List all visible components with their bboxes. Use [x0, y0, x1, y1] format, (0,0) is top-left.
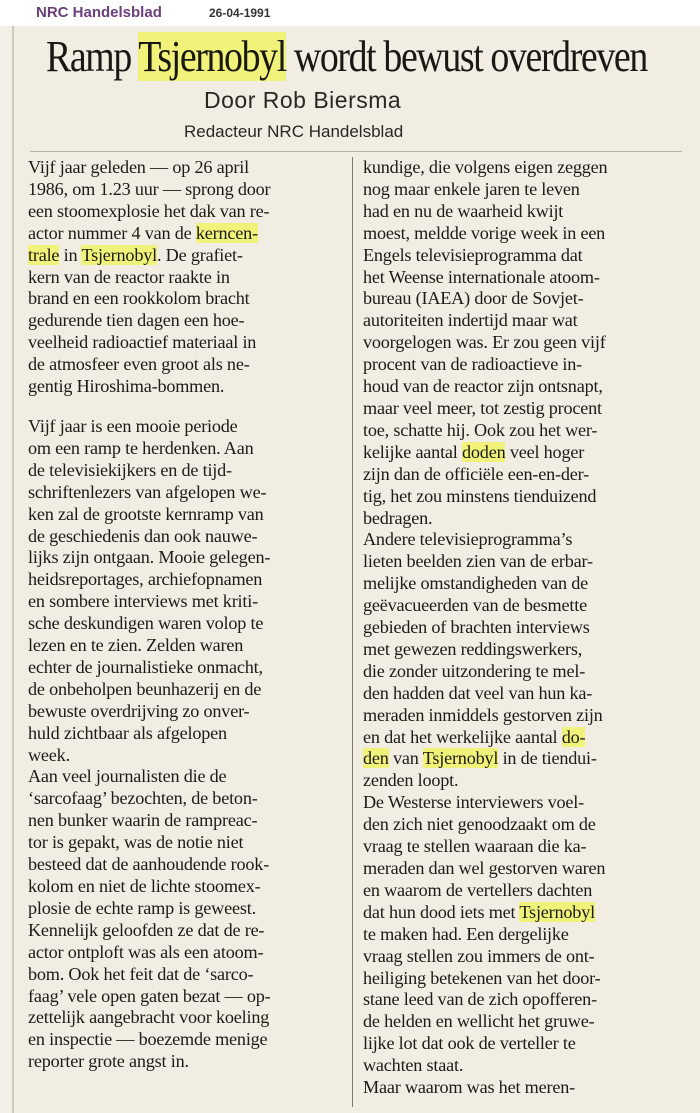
text-line: besteed dat de aanhoudende rook-: [28, 854, 270, 875]
text-line: meraden dan wel gestorven waren: [363, 858, 606, 878]
text-line: autoriteiten indertijd maar wat: [363, 310, 578, 331]
text-line: te maken had. Een dergelijke: [363, 923, 569, 944]
text-line: de atmosfeer even groot als ne-: [28, 354, 250, 375]
keyword-highlight: do-: [561, 726, 586, 747]
text-line: ken zal de grootste kernramp van: [28, 503, 264, 524]
text-line: brand en een rookkolom bracht: [28, 288, 250, 309]
text-line: lijks zijn ontgaan. Mooie gelegen-: [28, 547, 271, 568]
text-line: schriftenlezers van afgelopen we-: [28, 481, 267, 502]
article-headline: [46, 30, 647, 84]
text-line: lijke lot dat ook de verteller te: [363, 1033, 576, 1054]
text-line: lieten beelden zien van de erbar-: [363, 551, 593, 572]
text-line: en waarom de vertellers dachten: [363, 879, 593, 900]
text-line: actor nummer 4 van de kerncen-: [28, 222, 258, 243]
text-line: tor is gepakt, was de notie niet: [28, 832, 244, 853]
text-line: Vijf jaar is een mooie periode: [28, 415, 238, 436]
text-line: Engels televisieprogramma dat: [363, 244, 583, 265]
right-column: [363, 157, 681, 1099]
publication-date: 26-04-1991: [209, 6, 271, 20]
text-line: bom. Ook het feit dat de ‘sarco-: [28, 963, 254, 984]
text-line: bureau (IAEA) door de Sovjet-: [363, 288, 584, 309]
headline-part-after: wordt bewust overdreven: [285, 32, 647, 81]
text-line: tig, het zou minstens tienduizend: [363, 485, 597, 506]
keyword-highlight: Tsjernobyl: [81, 244, 157, 265]
text-line: kern van de reactor raakte in: [28, 266, 230, 287]
source-header: [0, 0, 700, 26]
text-line: gentig Hiroshima-bommen.: [28, 376, 225, 397]
text-line: zenden loopt.: [363, 770, 459, 791]
text-line: wachten staat.: [363, 1055, 464, 1076]
text-line: nen bunker waarin de rampreac-: [28, 810, 258, 831]
text-line: 1986, om 1.23 uur — sprong door: [28, 178, 271, 199]
text-line: De Westerse interviewers voel-: [363, 792, 584, 813]
keyword-highlight: Tsjernobyl: [519, 901, 595, 922]
text-line: den van Tsjernobyl in de tiendui-: [363, 748, 597, 769]
text-line: zijn dan de officiële een-en-der-: [363, 463, 589, 484]
text-line: faag’ vele open gaten bezat — op-: [28, 985, 271, 1006]
text-line: geëvacueerden van de besmette: [363, 595, 587, 616]
text-line: kundige, die volgens eigen zeggen: [363, 157, 608, 177]
text-line: procent van de radioactieve in-: [363, 354, 583, 375]
left-column: [28, 157, 348, 1073]
text-line: houd van de reactor zijn ontsnapt,: [363, 376, 603, 397]
text-line: plosie de echte ramp is geweest.: [28, 897, 256, 918]
headline-part-before: Ramp: [46, 32, 139, 81]
text-line: vraag stellen zou immers de ont-: [363, 945, 595, 966]
text-line: die zonder uitzondering te mel-: [363, 660, 586, 681]
column-divider: [352, 157, 353, 1107]
keyword-highlight: kerncen-: [195, 222, 258, 243]
text-line: meraden inmiddels gestorven zijn: [363, 704, 603, 725]
text-line: trale in Tsjernobyl. De grafiet-: [28, 244, 243, 265]
text-line: den zich niet genoodzaakt om de: [363, 814, 596, 835]
text-line: stane leed van de zich opofferen-: [363, 989, 597, 1010]
text-line: de televisiekijkers en de tijd-: [28, 459, 232, 480]
text-line: een stoomexplosie het dak van re-: [28, 200, 270, 221]
author-role: Redacteur NRC Handelsblad: [184, 122, 404, 141]
keyword-highlight: Tsjernobyl: [422, 748, 499, 769]
text-line: week.: [28, 744, 70, 765]
text-line: Andere televisieprogramma’s: [363, 529, 573, 550]
text-line: gebieden of brachten interviews: [363, 617, 590, 638]
byline: Door Rob Biersma: [204, 87, 402, 113]
text-line: actor ontploft was als een atoom-: [28, 941, 264, 962]
text-line: kolom en niet de lichte stoomex-: [28, 876, 261, 896]
text-line: kelijke aantal doden veel hoger: [363, 441, 585, 462]
text-line: de geschiedenis dan ook nauwe-: [28, 525, 258, 546]
text-line: dat hun dood iets met Tsjernobyl: [363, 901, 595, 922]
text-line: veelheid radioactief materiaal in: [28, 332, 257, 353]
header-divider: [30, 151, 682, 152]
text-line: met gewezen reddingswerkers,: [363, 638, 583, 659]
keyword-highlight: den: [363, 748, 389, 769]
text-line: het Weense internationale atoom-: [363, 266, 600, 287]
text-line: den hadden dat veel van hun ka-: [363, 682, 593, 703]
text-line: heidsreportages, archiefopnamen: [28, 569, 263, 590]
text-line: heiliging betekenen van het door-: [363, 967, 601, 988]
text-line: en dat het werkelijke aantal do-: [363, 726, 586, 747]
text-line: om een ramp te herdenken. Aan: [28, 437, 254, 458]
text-line: bewuste overdrijving zo onver-: [28, 700, 250, 721]
headline-highlight: Tsjernobyl: [138, 32, 286, 81]
text-line: had en nu de waarheid kwijt: [363, 200, 564, 221]
text-line: vraag te stellen waaraan die ka-: [363, 836, 587, 857]
text-line: de helden en wellicht het gruwe-: [363, 1011, 595, 1032]
text-line: bedragen.: [363, 507, 433, 528]
text-line: echter de journalistieke onmacht,: [28, 656, 263, 677]
text-line: maar veel meer, tot zestig procent: [363, 397, 602, 418]
keyword-highlight: trale: [28, 244, 60, 265]
text-line: Aan veel journalisten die de: [28, 766, 227, 787]
text-line: Maar waarom was het meren-: [363, 1077, 575, 1098]
text-line: voorgelogen was. Er zou geen vijf: [363, 332, 606, 353]
text-line: ‘sarcofaag’ bezochten, de beton-: [28, 788, 258, 809]
text-line: en sombere interviews met kriti-: [28, 591, 258, 612]
clipping-edge: [12, 26, 14, 1113]
text-line: moest, meldde vorige week in een: [363, 222, 606, 243]
text-line: nog maar enkele jaren te leven: [363, 178, 580, 199]
text-line: Kennelijk geloofden ze dat de re-: [28, 919, 265, 940]
text-line: lezen en te zien. Zelden waren: [28, 635, 244, 656]
text-line: melijke omstandigheden van de: [363, 573, 589, 594]
text-line: toe, schatte hij. Ook zou het wer-: [363, 419, 598, 440]
text-line: gedurende tien dagen een hoe-: [28, 310, 245, 331]
text-line: huld zichtbaar als afgelopen: [28, 722, 227, 743]
text-line: de onbeholpen beunhazerij en de: [28, 678, 262, 699]
text-line: en inspectie — boezemde menige: [28, 1029, 268, 1050]
newspaper-name: NRC Handelsblad: [36, 4, 162, 21]
text-line: reporter grote angst in.: [28, 1051, 189, 1072]
text-line: [28, 398, 348, 416]
text-line: Vijf jaar geleden — op 26 april: [28, 157, 249, 177]
keyword-highlight: doden: [462, 441, 506, 462]
text-line: sche deskundigen waren volop te: [28, 613, 264, 634]
text-line: zettelijk aangebracht voor koeling: [28, 1007, 270, 1028]
